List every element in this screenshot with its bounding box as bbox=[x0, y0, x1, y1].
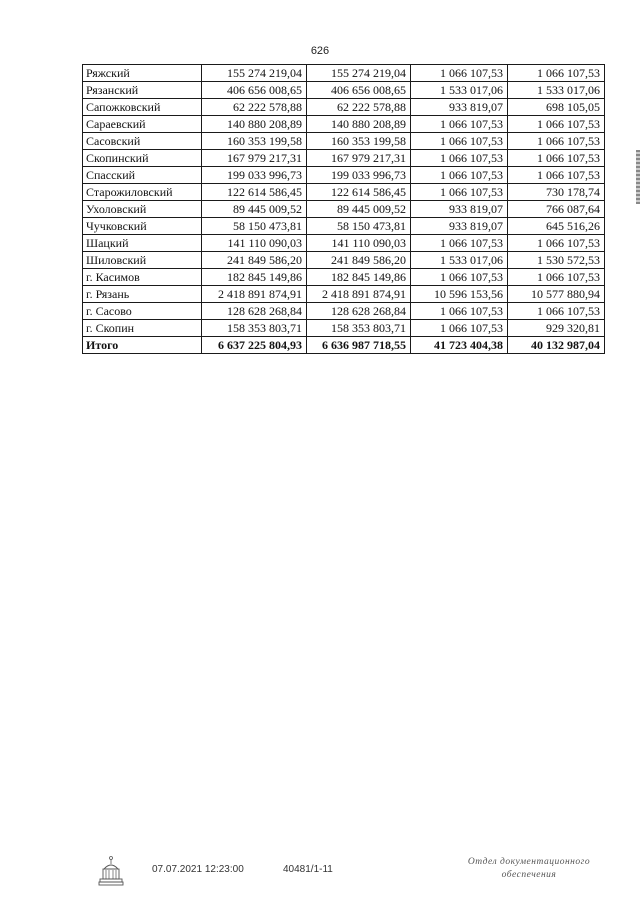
table-cell-district: Старожиловский bbox=[83, 184, 202, 201]
table-cell-value: 41 723 404,38 bbox=[411, 337, 508, 354]
table-row bbox=[83, 320, 605, 337]
table-cell-value: 89 445 009,52 bbox=[307, 201, 411, 218]
table-cell-value: 933 819,07 bbox=[411, 218, 508, 235]
table-cell-value: 241 849 586,20 bbox=[202, 252, 307, 269]
table-row bbox=[83, 286, 605, 303]
table-cell-value: 40 132 987,04 bbox=[508, 337, 605, 354]
table-cell-value: 1 066 107,53 bbox=[411, 133, 508, 150]
table-cell-district: Итого bbox=[83, 337, 202, 354]
table-cell-value: 1 066 107,53 bbox=[508, 303, 605, 320]
table-cell-value: 167 979 217,31 bbox=[307, 150, 411, 167]
scan-edge-mark bbox=[636, 150, 640, 204]
table-cell-district: Сараевский bbox=[83, 116, 202, 133]
table-body bbox=[83, 65, 605, 354]
table-cell-value: 158 353 803,71 bbox=[307, 320, 411, 337]
table-cell-value: 1 066 107,53 bbox=[508, 116, 605, 133]
table-cell-value: 62 222 578,88 bbox=[202, 99, 307, 116]
table-cell-district: Сапожковский bbox=[83, 99, 202, 116]
table-cell-value: 1 066 107,53 bbox=[411, 116, 508, 133]
table-cell-value: 406 656 008,65 bbox=[307, 82, 411, 99]
table-row bbox=[83, 218, 605, 235]
table-cell-district: Шацкий bbox=[83, 235, 202, 252]
table-cell-district: Чучковский bbox=[83, 218, 202, 235]
table-cell-value: 89 445 009,52 bbox=[202, 201, 307, 218]
footer-department-line1: Отдел документационного bbox=[467, 857, 591, 867]
table-cell-value: 6 636 987 718,55 bbox=[307, 337, 411, 354]
table-cell-value: 1 066 107,53 bbox=[411, 320, 508, 337]
table-cell-district: г. Касимов bbox=[83, 269, 202, 286]
table-cell-value: 10 577 880,94 bbox=[508, 286, 605, 303]
table-row bbox=[83, 184, 605, 201]
table-cell-value: 1 066 107,53 bbox=[411, 184, 508, 201]
table-cell-value: 406 656 008,65 bbox=[202, 82, 307, 99]
footer-document-code: 40481/1-11 bbox=[283, 864, 333, 875]
table-cell-value: 155 274 219,04 bbox=[307, 65, 411, 82]
table-cell-district: Ухоловский bbox=[83, 201, 202, 218]
table-cell-value: 1 066 107,53 bbox=[411, 235, 508, 252]
footer-datetime: 07.07.2021 12:23:00 bbox=[152, 864, 244, 875]
table-cell-value: 1 066 107,53 bbox=[508, 65, 605, 82]
table-cell-value: 122 614 586,45 bbox=[202, 184, 307, 201]
regional-duma-emblem-icon bbox=[98, 855, 124, 889]
table-cell-district: г. Рязань bbox=[83, 286, 202, 303]
table-cell-value: 1 530 572,53 bbox=[508, 252, 605, 269]
table-cell-value: 1 066 107,53 bbox=[411, 150, 508, 167]
table-cell-district: Сасовский bbox=[83, 133, 202, 150]
table-row bbox=[83, 150, 605, 167]
table-cell-value: 199 033 996,73 bbox=[307, 167, 411, 184]
table-cell-district: Ряжский bbox=[83, 65, 202, 82]
table-row bbox=[83, 65, 605, 82]
table-cell-value: 933 819,07 bbox=[411, 99, 508, 116]
footer-department-stamp bbox=[446, 856, 612, 882]
table-cell-value: 182 845 149,86 bbox=[307, 269, 411, 286]
table-row bbox=[83, 82, 605, 99]
table-cell-value: 155 274 219,04 bbox=[202, 65, 307, 82]
table-cell-district: Спасский bbox=[83, 167, 202, 184]
table-total-row bbox=[83, 337, 605, 354]
table-cell-value: 160 353 199,58 bbox=[202, 133, 307, 150]
table-cell-district: Рязанский bbox=[83, 82, 202, 99]
table-cell-district: г. Сасово bbox=[83, 303, 202, 320]
table-cell-value: 1 066 107,53 bbox=[411, 65, 508, 82]
table-cell-value: 141 110 090,03 bbox=[307, 235, 411, 252]
table-cell-value: 167 979 217,31 bbox=[202, 150, 307, 167]
table-row bbox=[83, 201, 605, 218]
footer-department-line2: обеспечения bbox=[501, 870, 557, 880]
table-cell-value: 140 880 208,89 bbox=[307, 116, 411, 133]
table-cell-value: 199 033 996,73 bbox=[202, 167, 307, 184]
table-cell-value: 140 880 208,89 bbox=[202, 116, 307, 133]
table-cell-value: 730 178,74 bbox=[508, 184, 605, 201]
page-number: 626 bbox=[310, 45, 330, 57]
table-cell-value: 128 628 268,84 bbox=[202, 303, 307, 320]
table-row bbox=[83, 303, 605, 320]
table-cell-value: 158 353 803,71 bbox=[202, 320, 307, 337]
table-cell-value: 2 418 891 874,91 bbox=[307, 286, 411, 303]
table-cell-value: 1 066 107,53 bbox=[508, 167, 605, 184]
table-cell-value: 58 150 473,81 bbox=[307, 218, 411, 235]
table-cell-value: 1 066 107,53 bbox=[411, 269, 508, 286]
table-cell-value: 141 110 090,03 bbox=[202, 235, 307, 252]
table-cell-value: 1 533 017,06 bbox=[508, 82, 605, 99]
table-cell-value: 10 596 153,56 bbox=[411, 286, 508, 303]
table-cell-value: 6 637 225 804,93 bbox=[202, 337, 307, 354]
table-cell-value: 1 066 107,53 bbox=[508, 235, 605, 252]
table-cell-value: 766 087,64 bbox=[508, 201, 605, 218]
table-row bbox=[83, 116, 605, 133]
table-cell-value: 1 066 107,53 bbox=[411, 303, 508, 320]
table-cell-value: 645 516,26 bbox=[508, 218, 605, 235]
table-cell-value: 1 066 107,53 bbox=[508, 150, 605, 167]
budget-table bbox=[82, 64, 605, 354]
table-cell-value: 182 845 149,86 bbox=[202, 269, 307, 286]
table-cell-value: 1 066 107,53 bbox=[508, 269, 605, 286]
table-cell-district: г. Скопин bbox=[83, 320, 202, 337]
table-row bbox=[83, 133, 605, 150]
table-cell-value: 698 105,05 bbox=[508, 99, 605, 116]
table-cell-district: Скопинский bbox=[83, 150, 202, 167]
table-row bbox=[83, 235, 605, 252]
table-cell-value: 933 819,07 bbox=[411, 201, 508, 218]
table-cell-value: 128 628 268,84 bbox=[307, 303, 411, 320]
table-cell-value: 58 150 473,81 bbox=[202, 218, 307, 235]
table-cell-value: 1 533 017,06 bbox=[411, 252, 508, 269]
table-cell-value: 122 614 586,45 bbox=[307, 184, 411, 201]
table-cell-value: 160 353 199,58 bbox=[307, 133, 411, 150]
table-cell-value: 1 066 107,53 bbox=[508, 133, 605, 150]
table-row bbox=[83, 167, 605, 184]
table-row bbox=[83, 269, 605, 286]
table-row bbox=[83, 252, 605, 269]
table-cell-value: 62 222 578,88 bbox=[307, 99, 411, 116]
table-row bbox=[83, 99, 605, 116]
table-cell-value: 241 849 586,20 bbox=[307, 252, 411, 269]
table-cell-value: 929 320,81 bbox=[508, 320, 605, 337]
table-cell-district: Шиловский bbox=[83, 252, 202, 269]
table-cell-value: 1 066 107,53 bbox=[411, 167, 508, 184]
table-cell-value: 1 533 017,06 bbox=[411, 82, 508, 99]
table-cell-value: 2 418 891 874,91 bbox=[202, 286, 307, 303]
